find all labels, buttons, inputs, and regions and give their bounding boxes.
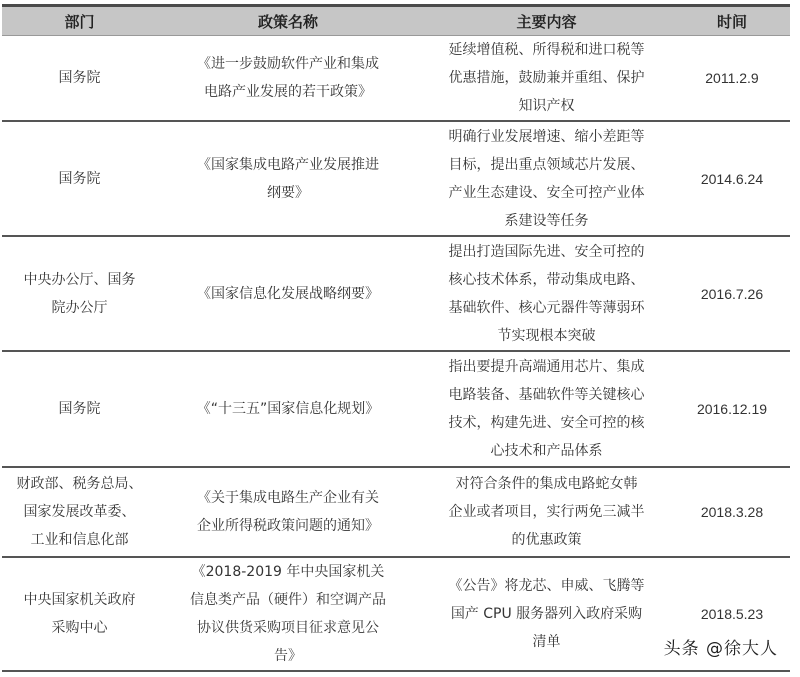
policy-name-cell — [157, 557, 419, 671]
content-line: 核心技术体系，带动集成电路、 — [448, 271, 645, 288]
date-cell: 2016.12.19 — [674, 351, 790, 467]
header-row — [2, 6, 790, 36]
department-line: 国务院 — [58, 170, 101, 187]
policy-name-line: 《“十三五”国家信息化规划》 — [196, 401, 380, 417]
policy-name-cell — [157, 236, 419, 351]
policy-name-line: 电路产业发展的若干政策》 — [204, 84, 372, 100]
content-line: 企业或者项目，实行两免三减半 — [448, 504, 645, 520]
content-line: 电路装备、基础软件等关键核心 — [448, 387, 645, 403]
policy-name-line: 告》 — [274, 648, 302, 664]
table-header — [2, 6, 790, 36]
department-cell — [2, 236, 157, 351]
policy-name-line: 协议供货采购项目征求意见公 — [197, 620, 379, 636]
policy-name-line: 《2018-2019 年中央国家机关 — [191, 564, 385, 580]
header-main-content: 主要内容 — [419, 6, 674, 36]
department-line: 财政部、税务总局、 — [16, 476, 143, 492]
content-line: 国产 CPU 服务器列入政府采购 — [450, 606, 643, 622]
date-cell: 2014.6.24 — [674, 121, 790, 236]
table-row — [2, 351, 790, 467]
content-line: 提出打造国际先进、安全可控的 — [448, 243, 645, 260]
content-line: 产业生态建设、安全可控产业体 — [448, 184, 645, 201]
policy-name-line: 《进一步鼓励软件产业和集成 — [197, 56, 379, 72]
table-row — [2, 36, 790, 122]
main-content-cell — [419, 236, 674, 351]
content-line: 的优惠政策 — [511, 532, 582, 548]
policy-table — [2, 4, 790, 672]
table-body — [2, 36, 790, 672]
date-cell: 2018.3.28 — [674, 467, 790, 557]
department-cell — [2, 557, 157, 671]
department-line: 中央国家机关政府 — [23, 592, 136, 608]
content-line: 技术，构建先进、安全可控的核 — [448, 415, 645, 431]
policy-name-line: 企业所得税政策问题的通知》 — [197, 518, 379, 534]
content-line: 基础软件、核心元器件等薄弱环 — [448, 299, 645, 316]
content-line: 对符合条件的集成电路蛇女韩 — [455, 476, 638, 492]
table-row — [2, 236, 790, 351]
policy-name-line: 信息类产品（硬件）和空调产品 — [190, 592, 386, 608]
policy-name-line: 《关于集成电路生产企业有关 — [197, 490, 379, 506]
content-line: 指出要提升高端通用芯片、集成 — [448, 359, 645, 375]
table-row — [2, 467, 790, 557]
table-row — [2, 121, 790, 236]
department-line: 国家发展改革委、 — [23, 504, 136, 520]
content-line: 《公告》将龙芯、申威、飞腾等 — [448, 578, 645, 594]
policy-name-line: 《国家信息化发展战略纲要》 — [197, 285, 379, 302]
content-line: 系建设等任务 — [504, 212, 589, 229]
header-date: 时间 — [674, 6, 790, 36]
department-cell — [2, 351, 157, 467]
main-content-cell — [419, 121, 674, 236]
date-cell: 2018.5.23 — [674, 557, 790, 671]
content-line: 延续增值税、所得税和进口税等 — [448, 42, 645, 58]
department-line: 院办公厅 — [51, 299, 108, 316]
department-line: 采购中心 — [51, 620, 108, 636]
main-content-cell — [419, 351, 674, 467]
content-line: 清单 — [532, 634, 561, 650]
policy-name-cell — [157, 351, 419, 467]
department-cell — [2, 467, 157, 557]
date-cell: 2011.2.9 — [674, 36, 790, 122]
department-line: 工业和信息化部 — [30, 532, 129, 548]
content-line: 明确行业发展增速、缩小差距等 — [448, 128, 645, 145]
header-policy-name: 政策名称 — [157, 6, 419, 36]
main-content-cell — [419, 467, 674, 557]
policy-name-line: 《国家集成电路产业发展推进 — [197, 156, 379, 173]
main-content-cell — [419, 36, 674, 122]
department-line: 国务院 — [58, 401, 101, 417]
main-content-cell — [419, 557, 674, 671]
content-line: 目标，提出重点领域芯片发展、 — [448, 156, 645, 173]
content-line: 节实现根本突破 — [497, 327, 596, 344]
policy-name-cell — [157, 36, 419, 122]
department-line: 国务院 — [58, 70, 101, 86]
header-department: 部门 — [2, 6, 157, 36]
content-line: 优惠措施，鼓励兼并重组、保护 — [448, 70, 645, 86]
policy-name-cell — [157, 467, 419, 557]
content-line: 知识产权 — [518, 98, 575, 114]
watermark: 头条 @徐大人 — [663, 639, 778, 659]
date-cell: 2016.7.26 — [674, 236, 790, 351]
policy-name-line: 纲要》 — [267, 184, 309, 201]
content-line: 心技术和产品体系 — [490, 443, 603, 459]
policy-name-cell — [157, 121, 419, 236]
department-cell — [2, 121, 157, 236]
department-cell — [2, 36, 157, 122]
department-line: 中央办公厅、国务 — [23, 271, 136, 288]
